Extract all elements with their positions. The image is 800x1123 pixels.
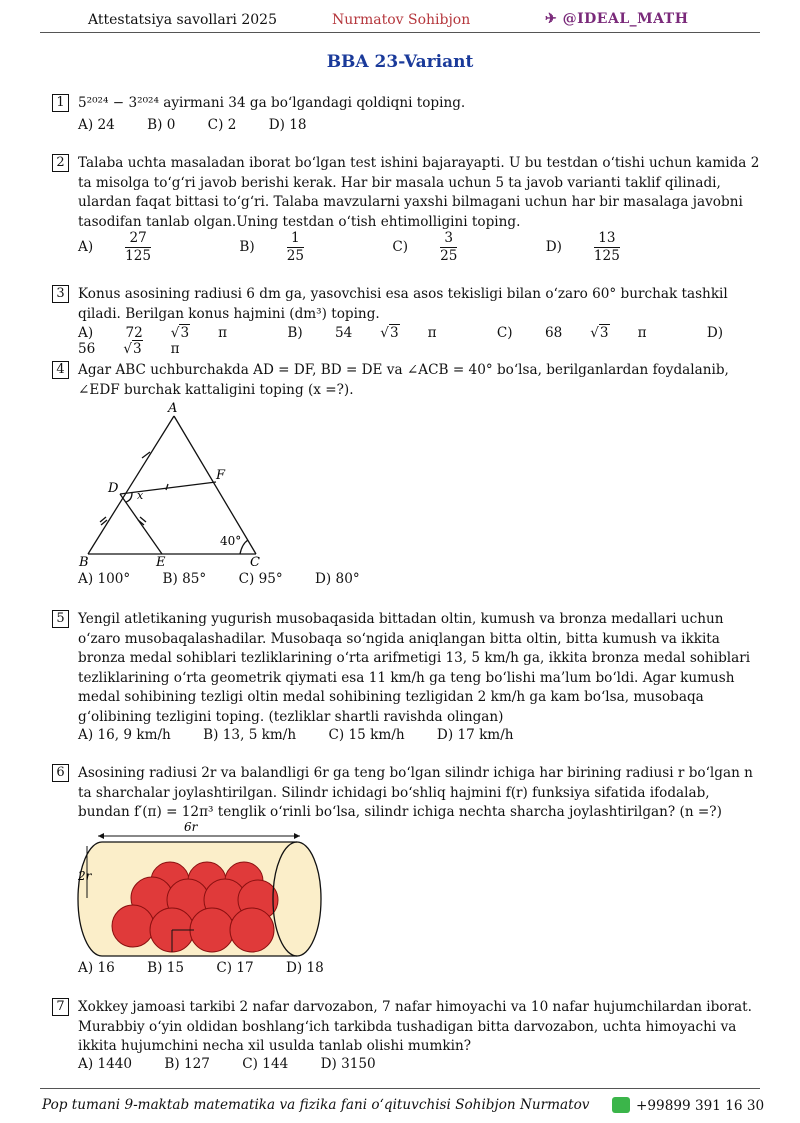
question-2 <box>52 154 762 234</box>
question-5 <box>52 610 762 730</box>
answer-row <box>78 325 800 357</box>
answer-option[interactable]: B) $\frac{1}{25}$ <box>239 230 305 264</box>
answer-option[interactable]: B) 54 √3 π <box>287 325 437 341</box>
question-number: 1 <box>52 94 69 112</box>
answer-option[interactable]: B) 85° <box>162 571 207 587</box>
question-number: 5 <box>52 610 69 628</box>
question-7 <box>52 998 762 1060</box>
vertex-label-c: C <box>250 555 260 570</box>
question-number: 3 <box>52 285 69 303</box>
question-text: Yengil atletikaning yugurish musobaqasida bittadan oltin, kumush va bronza medallari uchun o‘zaro musobaqalashadilar. Musobaqa so‘ngida aniqlangan bitta oltin, bitta kumush va ikkita bronza medal sohiblari tezliklarining o‘rta arifmetigi 13, 5 km/h ga, ikkita bronza medal sohiblari tezliklarining o‘rta geometrik qiymati esa 11 km/h ga teng bo‘lishi ma’lum bo‘ldi. Agar kumush medal sohibining tezligi oltin medal sohibining tezligidan 2 km/h ga kam bo‘lsa, musobaqa g‘olibining tezligini toping. (tezliklar shartli ravishda olingan) <box>78 611 751 725</box>
answer-row <box>78 727 542 743</box>
answer-option[interactable]: C) $\frac{3}{25}$ <box>392 230 458 264</box>
vertex-label-d: D <box>108 481 119 496</box>
answer-option[interactable]: D) $\frac{13}{125}$ <box>545 230 620 264</box>
telegram-icon: ✈ <box>545 11 563 27</box>
answer-option[interactable]: C) 68 √3 π <box>496 325 647 341</box>
answer-option[interactable]: D) 3150 <box>320 1056 376 1072</box>
answer-option[interactable]: A) 72 √3 π <box>78 325 228 341</box>
header-channel[interactable] <box>545 11 688 27</box>
question-text: Asosining radiusi 2r va balandligi 6r ga teng bo‘lgan silindr ichiga har birining radiusi r bo‘lgan n ta sharchalar joylashtirilgan. Silindr ichidagi bo‘shliq hajmini f(r) funksiya sifatida ifodalab, bundan f′(π) = 12π³ tenglik o‘rinli bo‘lsa, silindr ichiga nechta sharcha joylashtirilgan? (n =?) <box>78 765 753 820</box>
question-3 <box>52 285 762 329</box>
question-number: 7 <box>52 998 69 1016</box>
answer-option[interactable]: C) 95° <box>238 571 283 587</box>
answer-row <box>78 571 388 587</box>
header-channel-label: @IDEAL_MATH <box>562 11 689 27</box>
question-text: Konus asosining radiusi 6 dm ga, yasovchisi esa asos tekisligi bilan o‘zaro 60° burchak tashkil qiladi. Berilgan konus hajmini (dm³) toping. <box>78 286 728 322</box>
footer-divider <box>40 1088 760 1089</box>
answer-option[interactable]: B) 0 <box>147 117 176 133</box>
question-text: Xokkey jamoasi tarkibi 2 nafar darvozabon, 7 nafar himoyachi va 10 nafar hujumchilardan iborat. Murabbiy o‘yin oldidan boshlang‘ich tarkibda tushadigan bitta darvozabon, uchta himoyachi va ikkita hujumchini necha xil usulda tanlab olishi mumkin? <box>78 999 752 1054</box>
angle-label-x: x <box>137 489 144 502</box>
answer-option[interactable]: C) 144 <box>242 1056 289 1072</box>
question-text: Agar ABC uchburchakda AD = DF, BD = DE va ∠ACB = 40° bo‘lsa, berilganlardan foydalanib, ∠EDF burchak kattaligini toping (x =?). <box>78 362 729 398</box>
vertex-label-f: F <box>216 468 226 483</box>
triangle-figure <box>70 398 280 570</box>
answer-option[interactable]: B) 127 <box>164 1056 210 1072</box>
radius-label: 2r <box>78 869 92 883</box>
answer-option[interactable]: C) 2 <box>207 117 237 133</box>
answer-row <box>78 230 704 265</box>
answer-option[interactable]: B) 13, 5 km/h <box>203 727 297 743</box>
answer-option[interactable]: A) 16 <box>78 960 115 976</box>
answer-option[interactable]: D) 18 <box>268 117 307 133</box>
answer-option[interactable]: D) 56 √3 π <box>78 325 724 357</box>
question-number: 4 <box>52 361 69 379</box>
answer-option[interactable]: D) 18 <box>285 960 324 976</box>
answer-option[interactable]: A) $\frac{27}{125}$ <box>78 230 152 264</box>
answer-option[interactable]: D) 80° <box>315 571 360 587</box>
cylinder-figure <box>72 818 322 958</box>
answer-option[interactable]: D) 17 km/h <box>436 727 514 743</box>
angle-label-c: 40° <box>220 534 242 548</box>
question-number: 6 <box>52 764 69 782</box>
vertex-label-e: E <box>156 555 166 570</box>
header-author: Nurmatov Sohibjon <box>332 12 471 28</box>
answer-row <box>78 117 335 133</box>
page-header <box>40 10 760 34</box>
answer-option[interactable]: A) 100° <box>78 571 131 587</box>
header-subject: Attestatsiya savollari 2025 <box>88 12 277 28</box>
answer-option[interactable]: A) 24 <box>78 117 115 133</box>
vertex-label-a: A <box>168 401 178 416</box>
question-number: 2 <box>52 154 69 172</box>
answer-option[interactable]: C) 17 <box>216 960 254 976</box>
header-divider <box>40 32 760 33</box>
length-label: 6r <box>184 820 198 834</box>
phone-number: +99899 391 16 30 <box>636 1098 765 1114</box>
vertex-label-b: B <box>79 555 89 570</box>
answer-option[interactable]: B) 15 <box>147 960 184 976</box>
answer-option[interactable]: C) 15 km/h <box>328 727 405 743</box>
whatsapp-icon <box>612 1097 630 1113</box>
answer-option[interactable]: A) 1440 <box>78 1056 133 1072</box>
answer-option[interactable]: A) 16, 9 km/h <box>78 727 171 743</box>
question-6 <box>52 764 762 826</box>
answer-row <box>78 1056 404 1072</box>
answer-row <box>78 960 352 976</box>
footer-text: Pop tumani 9-maktab matematika va fizika fani o‘qituvchisi Sohibjon Nurmatov <box>42 1097 590 1113</box>
question-text: 5²⁰²⁴ − 3²⁰²⁴ ayirmani 34 ga bo‘lgandagi qoldiqni toping. <box>78 95 466 111</box>
question-text: Talaba uchta masaladan iborat bo‘lgan test ishini bajarayapti. U bu testdan o‘tishi uchun kamida 2 ta misolga to‘g‘ri javob berishi kerak. Har bir masala uchun 5 ta javob varianti taklif qilinadi, ulardan faqat bittasi to‘g‘ri. Talaba mavzularni yaxshi bilmagani uchun har bir masalaga javobni tasodifan tanlab olgan.Uning testdan o‘tish ehtimolligini toping. <box>78 155 760 230</box>
footer-phone[interactable] <box>612 1097 764 1114</box>
page-title: BBA 23-Variant <box>326 52 474 72</box>
